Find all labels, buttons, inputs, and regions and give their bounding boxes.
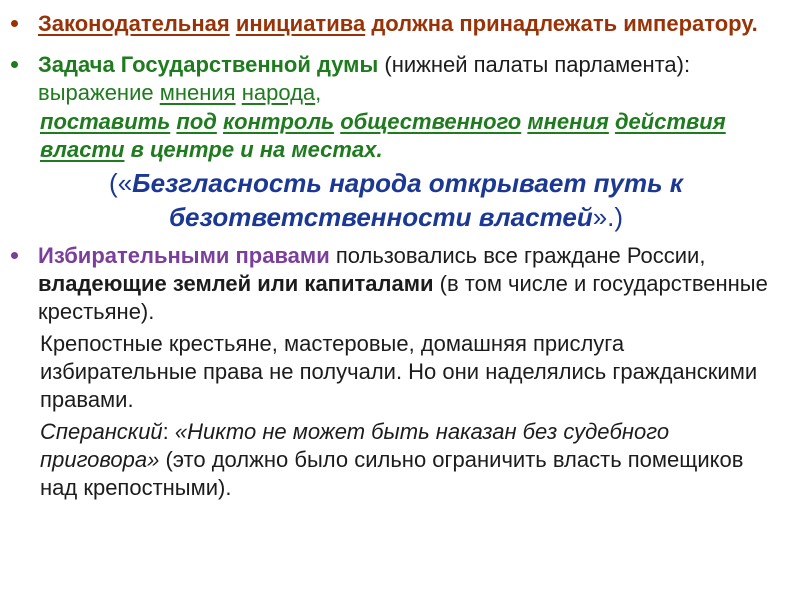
text-segment: инициатива — [235, 11, 366, 36]
bullet-icon — [11, 252, 18, 259]
text-segment: Крепостные крестьяне, мастеровые, домашняя прислуга — [40, 331, 625, 356]
text-segment: , — [315, 80, 322, 105]
text-segment: выражение — [38, 80, 160, 105]
duma-task — [0, 51, 792, 107]
text-segment: (« — [109, 168, 133, 198]
text-segment: безответственности властей — [168, 202, 593, 232]
text-segment: контроль — [223, 109, 335, 134]
bullet-icon — [11, 20, 18, 27]
text-segment: власти — [40, 137, 125, 162]
text-segment: «Никто не может быть наказан без судебного — [174, 419, 670, 444]
text-segment: (в том числе и государственные — [433, 271, 768, 296]
serfs-paragraph — [0, 330, 792, 414]
slide-content — [0, 10, 792, 502]
text-segment: над крепостными). — [40, 475, 232, 500]
text-segment: Задача Государственной думы — [38, 52, 385, 77]
text-segment: в центре и на местах. — [124, 137, 383, 162]
text-segment: : — [162, 419, 175, 444]
text-segment: владеющие землей или капиталами — [38, 271, 434, 296]
quote-bezglasnost — [0, 166, 792, 234]
text-segment: Безгласность народа открывает путь к — [132, 168, 683, 198]
text-segment: Законодательная — [38, 11, 230, 36]
text-segment: (это должно было сильно ограничить власть помещиков — [159, 447, 744, 472]
text-segment: мнения — [527, 109, 609, 134]
text-segment: приговора» — [40, 447, 160, 472]
text-segment: народа — [241, 80, 316, 105]
bullet-icon — [11, 61, 18, 68]
law-initiative — [0, 10, 792, 38]
voting-rights — [0, 242, 792, 326]
text-segment: правами. — [40, 387, 134, 412]
text-segment: пользовались все граждане России, — [329, 243, 706, 268]
text-segment: под — [176, 109, 217, 134]
text-segment: (нижней палаты парламента): — [384, 52, 691, 77]
text-segment: ».) — [592, 202, 624, 232]
speransky-quote — [0, 418, 792, 502]
text-segment: действия — [614, 109, 726, 134]
text-segment: Сперанский — [40, 419, 163, 444]
text-segment: избирательные права не получали. Но они наделялись гражданскими — [40, 359, 758, 384]
text-segment: общественного — [340, 109, 522, 134]
text-segment: мнения — [159, 80, 236, 105]
text-segment: крестьяне). — [38, 299, 155, 324]
text-segment: поставить — [40, 109, 171, 134]
text-segment: должна принадлежать императору. — [365, 11, 758, 36]
text-segment: Избирательными правами — [38, 243, 330, 268]
duma-control — [0, 108, 792, 164]
